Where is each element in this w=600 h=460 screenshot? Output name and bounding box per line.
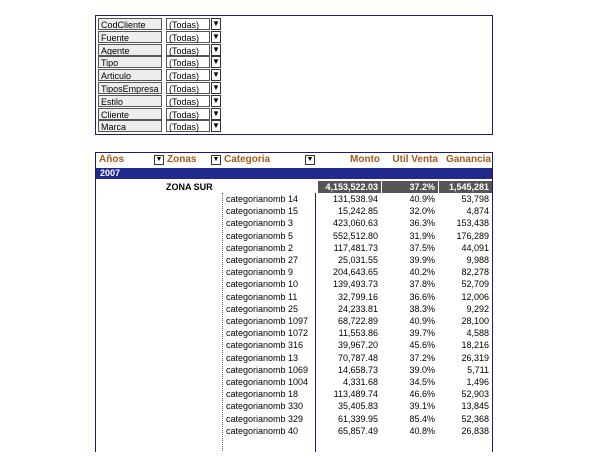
monto-value: 70,787.48 (337, 352, 378, 363)
table-row[interactable] (96, 365, 492, 376)
table-row[interactable] (96, 316, 492, 327)
category-name: categorianomb 3 (226, 218, 294, 229)
filter-label[interactable]: TiposEmpresa (98, 82, 162, 94)
ganancia-value: 9,988 (466, 255, 489, 265)
util-value: 39.7% (409, 328, 435, 339)
table-row[interactable] (96, 194, 492, 205)
ganancia-value: 28,100 (461, 316, 489, 326)
filter-dropdown-icon[interactable]: ▼ (212, 108, 220, 118)
monto-value: 139,493.73 (332, 279, 378, 290)
ganancia-value: 4,588 (466, 328, 489, 339)
monto-value: 131,538.94 (332, 194, 378, 204)
util-value: 32.0% (409, 206, 435, 217)
ganancia-value: 153,438 (456, 218, 489, 229)
table-row[interactable] (96, 206, 492, 217)
pivot-table (95, 152, 493, 452)
table-row[interactable] (96, 231, 492, 242)
ganancia-value: 82,278 (461, 267, 489, 278)
table-row[interactable] (96, 401, 492, 412)
category-name: categorianomb 25 (226, 303, 299, 314)
monto-value: 14,658.73 (337, 364, 378, 375)
category-name: categorianomb 1069 (226, 364, 309, 375)
filter-dropdown-icon[interactable]: ▼ (212, 44, 220, 54)
filter-dropdown-icon[interactable]: ▼ (212, 70, 220, 80)
table-row[interactable] (96, 218, 492, 229)
page-filter-panel (95, 15, 493, 135)
category-name: categorianomb 329 (226, 413, 304, 424)
util-value: 85.4% (409, 413, 435, 424)
util-value: 45.6% (409, 340, 435, 351)
util-value: 40.9% (409, 316, 435, 326)
monto-value: 39,967.20 (337, 340, 378, 351)
monto-value: 4,331.68 (342, 377, 378, 387)
filter-label[interactable]: Estilo (98, 95, 162, 107)
monto-value: 113,489.74 (333, 389, 378, 400)
util-value: 37.5% (409, 242, 435, 253)
header-anos[interactable]: Años (99, 154, 124, 165)
filter-label[interactable]: Cliente (98, 108, 162, 120)
monto-value: 15,242.85 (337, 206, 378, 217)
table-row[interactable] (96, 267, 492, 278)
category-name: categorianomb 9 (226, 267, 294, 278)
table-row[interactable] (96, 414, 492, 425)
ganancia-value: 5,711 (467, 364, 489, 375)
filter-dropdown-icon[interactable]: ▼ (212, 95, 220, 105)
monto-value: 423,060.63 (332, 218, 378, 229)
category-name: categorianomb 27 (226, 255, 299, 265)
anos-dropdown-icon[interactable]: ▼ (155, 156, 163, 163)
header-monto[interactable]: Monto (350, 154, 380, 165)
table-row[interactable] (96, 377, 492, 388)
monto-value: 68,722.89 (337, 316, 378, 326)
monto-value: 24,233.81 (337, 303, 378, 314)
category-name: categorianomb 11 (226, 291, 298, 302)
table-row[interactable] (96, 340, 492, 351)
category-name: categorianomb 1097 (226, 316, 309, 326)
table-row[interactable] (96, 426, 492, 437)
header-zonas[interactable]: Zonas (167, 154, 197, 165)
ganancia-value: 52,368 (461, 413, 489, 424)
table-row[interactable] (96, 389, 492, 400)
filter-dropdown-icon[interactable]: ▼ (212, 31, 220, 41)
category-name: categorianomb 1072 (226, 328, 309, 339)
filter-value[interactable]: (Todas) (166, 31, 210, 43)
category-name: categorianomb 13 (226, 352, 299, 363)
zone-row[interactable] (96, 181, 492, 193)
zone-monto: 4,153,522.03 (318, 181, 381, 193)
util-value: 37.8% (409, 279, 435, 290)
table-row[interactable] (96, 255, 492, 266)
year-row[interactable] (96, 168, 492, 179)
filter-value[interactable]: (Todas) (166, 44, 210, 56)
header-ganancia[interactable]: Ganancia (445, 154, 491, 165)
ganancia-value: 52,903 (461, 389, 489, 400)
util-value: 38.3% (409, 303, 435, 314)
table-row[interactable] (96, 328, 492, 339)
category-name: categorianomb 2 (226, 242, 294, 253)
zonas-dropdown-icon[interactable]: ▼ (212, 156, 220, 163)
filter-value[interactable]: (Todas) (166, 120, 210, 132)
filter-dropdown-icon[interactable]: ▼ (212, 83, 220, 92)
ganancia-value: 13,845 (461, 401, 489, 412)
util-value: 40.2% (409, 267, 435, 278)
table-row[interactable] (96, 243, 492, 254)
zone-util: 37.2% (382, 181, 438, 193)
filter-value[interactable]: (Todas) (166, 108, 210, 120)
ganancia-value: 52,709 (461, 279, 489, 290)
monto-value: 117,481.73 (333, 242, 378, 253)
util-value: 37.2% (409, 352, 435, 363)
util-value: 39.9% (409, 255, 435, 265)
monto-value: 65,857.49 (337, 425, 378, 436)
filter-dropdown-icon[interactable]: ▼ (212, 121, 220, 131)
filter-label[interactable]: Articulo (98, 69, 162, 81)
category-name: categorianomb 316 (226, 340, 304, 351)
filter-label[interactable]: Fuente (98, 31, 162, 43)
util-value: 31.9% (409, 230, 435, 241)
monto-value: 32,799.16 (337, 291, 378, 302)
ganancia-value: 9,292 (466, 303, 489, 314)
filter-dropdown-icon[interactable]: ▼ (212, 19, 220, 28)
filter-label[interactable]: Agente (98, 44, 162, 56)
filter-label[interactable]: CodCliente (98, 18, 162, 30)
category-name: categorianomb 18 (226, 389, 299, 400)
ganancia-value: 4,874 (466, 206, 489, 217)
monto-value: 552,512.80 (332, 230, 378, 241)
util-value: 39.0% (409, 364, 435, 375)
util-value: 36.3% (409, 218, 435, 229)
filter-label[interactable]: Marca (98, 120, 162, 132)
util-value: 46.6% (409, 389, 435, 400)
category-name: categorianomb 15 (226, 206, 299, 217)
filter-value[interactable]: (Todas) (166, 18, 210, 30)
ganancia-value: 26,838 (461, 425, 489, 436)
ganancia-value: 44,091 (461, 242, 489, 253)
header-util-venta[interactable]: Util Venta (392, 154, 438, 165)
header-categoria[interactable]: Categoria (224, 154, 271, 165)
ganancia-value: 18,216 (461, 340, 489, 351)
monto-value: 11,553.86 (338, 328, 378, 339)
table-row[interactable] (96, 292, 492, 303)
table-row[interactable] (96, 304, 492, 315)
util-value: 40.9% (409, 194, 435, 204)
monto-value: 61,339.95 (337, 413, 378, 424)
category-name: categorianomb 10 (226, 279, 299, 290)
table-row[interactable] (96, 353, 492, 364)
category-name: categorianomb 40 (226, 425, 299, 436)
ganancia-value: 12,006 (461, 291, 489, 302)
category-name: categorianomb 5 (226, 230, 294, 241)
filter-value[interactable]: (Todas) (166, 82, 210, 94)
util-value: 39.1% (409, 401, 435, 412)
util-value: 36.6% (409, 291, 435, 302)
util-value: 34.5% (409, 377, 435, 387)
category-name: categorianomb 14 (226, 194, 299, 204)
ganancia-value: 176,289 (456, 230, 489, 241)
filter-dropdown-icon[interactable]: ▼ (212, 57, 220, 67)
monto-value: 25,031.55 (337, 255, 378, 265)
filter-value[interactable]: (Todas) (166, 56, 210, 68)
util-value: 40.8% (409, 425, 435, 436)
ganancia-value: 26,319 (461, 352, 489, 363)
monto-value: 204,643.65 (332, 267, 378, 278)
ganancia-value: 53,798 (461, 194, 489, 204)
zone-label: ZONA SUR (166, 182, 213, 192)
categoria-dropdown-icon[interactable]: ▼ (306, 156, 314, 163)
zone-ganancia: 1,545,281 (439, 181, 492, 193)
filter-value[interactable]: (Todas) (166, 95, 210, 107)
table-row[interactable] (96, 279, 492, 290)
year-label: 2007 (100, 168, 121, 178)
ganancia-value: 1,496 (466, 377, 489, 387)
category-name: categorianomb 330 (226, 401, 304, 412)
filter-label[interactable]: Tipo (98, 56, 162, 68)
monto-value: 35,405.83 (337, 401, 378, 412)
filter-value[interactable]: (Todas) (166, 69, 210, 81)
category-name: categorianomb 1004 (226, 377, 309, 387)
